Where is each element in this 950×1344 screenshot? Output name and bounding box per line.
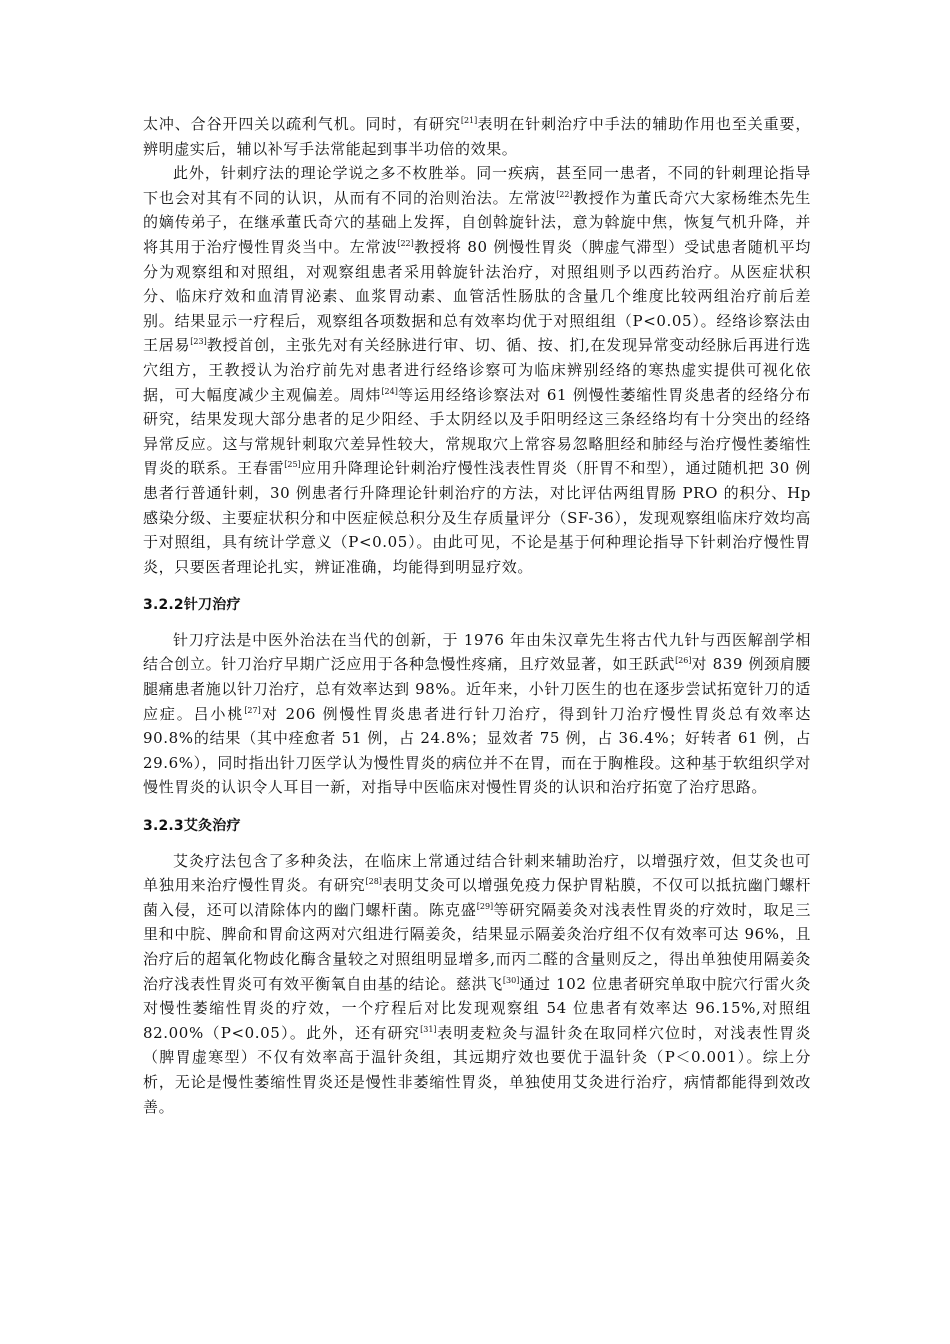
text-run: 表明麦粒灸与温针灸在取同样穴位时，对浅表性胃炎（脾胃虚寒型）不仅有效率高于温针灸组，其远期疗效也要优于温针灸（P＜0.001）。综上分析，无论是慢性萎缩性胃炎还是慢性非萎缩性胃炎，单独使用艾灸进行治疗，病情都能得到效改善。 — [143, 1023, 811, 1116]
text-run: 表明艾灸可以增强免疫力保护胃粘膜，不仅可以抵抗幽门螺杆菌入侵，还可以清除体内的幽门螺杆菌。陈克盛 — [143, 876, 812, 919]
citation-ref: [29] — [476, 901, 494, 911]
citation-ref: [27] — [244, 705, 261, 715]
text-run: 通过 102 位患者研究单取中脘穴行雷火灸对慢性萎缩性胃炎的疗效，一个疗程后对比发现观察组 54 位患者有效率达 96.15%,对照组 82.00%（P<0.05）。此外，还有研究 — [143, 974, 811, 1042]
text-run: 等研究隔姜灸对浅表性胃炎的疗效时，取足三里和中脘、脾俞和胃俞这两对穴组进行隔姜灸，结果显示隔姜灸治疗组不仅有效率可达 96%，且治疗后的超氧化物歧化酶含量较之对照组明显增多,而丙二醛的含量则反之，得出单独使用隔姜灸治疗浅表性胃炎可有效平衡氧自由基的结论。慈洪飞 — [143, 900, 811, 993]
text-run: 等运用经络诊察法对 61 例慢性萎缩性胃炎患者的经络分布研究，结果发现大部分患者的足少阳经、手太阴经以及手阳明经这三条经络均有十分突出的经络异常反应。这与常规针刺取穴差异性较大，常规取穴上常容易忽略胆经和肺经与治疗慢性萎缩性胃炎的联系。王春雷 — [143, 385, 811, 478]
citation-ref: [21] — [460, 116, 478, 125]
section-heading-moxibustion: 3.2.3艾灸治疗 — [143, 818, 241, 835]
citation-ref: [28] — [365, 877, 382, 887]
text-run: 应用升降理论针刺治疗慢性浅表性胃炎（肝胃不和型），通过随机把 30 例患者行普通针刺，30 例患者行升降理论针刺治疗的方法，对比评估两组胃肠 PRO 的积分、Hp 感染分级、主要症状积分和中医症候总积分及生存质量评分（SF-36），发现观察组临床疗效均高于对照组，具有统计学意义（P<0.05）。由此可见，不论是基于何种理论指导下针刺治疗慢性胃炎，只要医者理论扎实，辨证准确，均能得到明显疗效。 — [143, 459, 811, 576]
paragraph-moxibustion — [143, 849, 811, 1120]
text-run: 教授首创，主张先对有关经脉进行审、切、循、按、扪,在发现异常变动经脉后再进行选穴组方，王教授认为治疗前先对患者进行经络诊察可为临床辨别经络的寒热虚实提供可视化依据，可大幅度减少主观偏差。周炜 — [143, 336, 811, 404]
text-run: 太冲、合谷开四关以疏利气机。同时，有研究 — [143, 115, 461, 133]
text-run: 教授作为董氏奇穴大家杨维杰先生的嫡传弟子，在继承董氏奇穴的基础上发挥，自创斡旋针法，意为斡旋中焦，恢复气机升降，并将其用于治疗慢性胃炎当中。左常波 — [143, 188, 811, 256]
citation-ref: [22] — [556, 189, 573, 199]
paragraph-acupuncture-theories — [143, 161, 811, 579]
section-heading-needle-knife: 3.2.2针刀治疗 — [143, 597, 241, 614]
citation-ref: [25] — [284, 460, 301, 470]
text-run: 对 839 例颈肩腰腿痛患者施以针刀治疗，总有效率达到 98%。近年来，小针刀医生的也在逐步尝试拓宽针刀的适应症。吕小桃 — [143, 655, 811, 723]
citation-ref: [30] — [502, 975, 520, 985]
citation-ref: [26] — [675, 656, 692, 666]
text-run: 此外，针刺疗法的理论学说之多不枚胜举。同一疾病，甚至同一患者，不同的针刺理论指导下也会对其有不同的认识，从而有不同的治则治法。左常波 — [143, 164, 811, 207]
text-run: 针刀疗法是中医外治法在当代的创新，于 1976 年由朱汉章先生将古代九针与西医解剖学相结合创立。针刀治疗早期广泛应用于各种急慢性疼痛，且疗效显著，如王跃武 — [143, 630, 811, 674]
paragraph-acupuncture-technique — [143, 112, 811, 161]
paragraph-needle-knife — [143, 628, 811, 800]
citation-ref: [31] — [420, 1024, 437, 1034]
text-run: 对 206 例慢性胃炎患者进行针刀治疗，得到针刀治疗慢性胃炎总有效率达 90.8%的结果（其中痊愈者 51 例，占 24.8%；显效者 75 例，占 36.4%；好转者 61 例，占 29.6%），同时指出针刀医学认为慢性胃炎的病位并不在胃，而在于胸椎段。这种基于软组织学对慢性胃炎的认识令人耳目一新，对指导中医临床对慢性胃炎的认识和治疗拓宽了治疗思路。 — [143, 704, 811, 797]
citation-ref: [22] — [397, 238, 414, 248]
citation-ref: [23] — [190, 337, 207, 347]
document-page — [143, 112, 811, 1119]
text-run: 教授将 80 例慢性胃炎（脾虚气滞型）受试患者随机平均分为观察组和对照组，对观察组患者采用斡旋针法治疗，对照组则予以西药治疗。从医症状积分、临床疗效和血清胃泌素、血浆胃动素、血管活性肠肽的含量几个维度比较两组治疗前后差别。结果显示一疗程后，观察组各项数据和总有效率均优于对照组组（P<0.05）。经络诊察法由王居易 — [143, 237, 811, 355]
text-run: 艾灸疗法包含了多种灸法，在临床上常通过结合针刺来辅助治疗，以增强疗效，但艾灸也可单独用来治疗慢性胃炎。有研究 — [143, 851, 811, 895]
citation-ref: [24] — [381, 386, 398, 396]
text-run: 表明在针刺治疗中手法的辅助作用也至关重要，辨明虚实后，辅以补写手法常能起到事半功倍的效果。 — [143, 115, 811, 158]
